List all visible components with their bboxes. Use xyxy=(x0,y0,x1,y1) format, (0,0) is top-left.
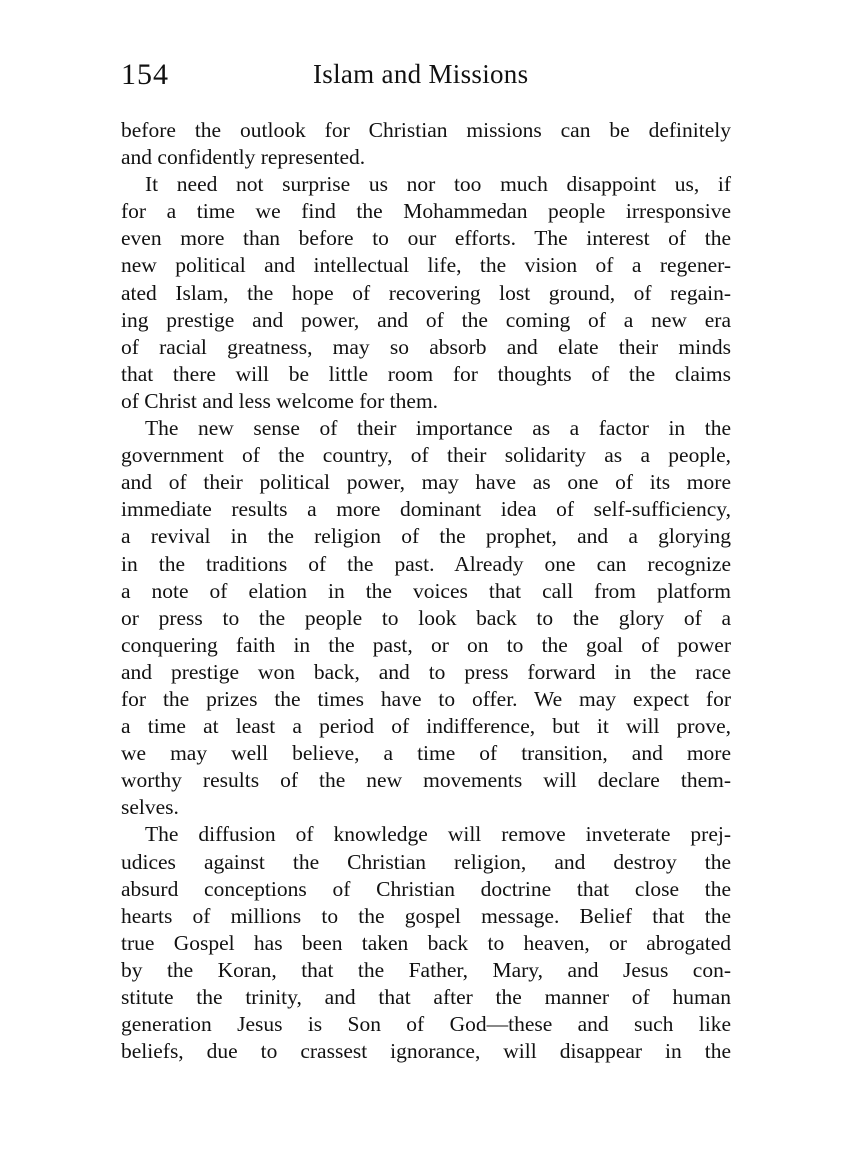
text-line: worthy results of the new movements will declare them- xyxy=(121,768,731,793)
text-line: a revival in the religion of the prophet, and a glorying xyxy=(121,524,731,549)
text-line: The diffusion of knowledge will remove inveterate prej- xyxy=(145,822,731,847)
text-line: and confidently represented. xyxy=(121,145,366,170)
text-line: generation Jesus is Son of God—these and such like xyxy=(121,1012,731,1037)
running-title: Islam and Missions xyxy=(313,59,529,89)
page-number: 154 xyxy=(121,58,169,91)
text-line: and prestige won back, and to press forward in the race xyxy=(121,659,731,684)
text-line: a time at least a period of indifference, but it will prove, xyxy=(121,714,731,739)
text-line: government of the country, of their solidarity as a people, xyxy=(121,443,731,468)
text-line: The new sense of their importance as a factor in the xyxy=(145,416,731,441)
text-line: a note of elation in the voices that call from platform xyxy=(121,578,731,603)
text-line: It need not surprise us nor too much disappoint us, if xyxy=(145,172,731,197)
text-line: selves. xyxy=(121,795,179,820)
text-line: by the Koran, that the Father, Mary, and Jesus con- xyxy=(121,957,731,982)
text-line: new political and intellectual life, the vision of a regener- xyxy=(121,253,731,278)
text-line: we may well believe, a time of transition, and more xyxy=(121,741,731,766)
page-header xyxy=(121,58,731,98)
text-line: or press to the people to look back to the glory of a xyxy=(121,605,731,630)
text-line: of Christ and less welcome for them. xyxy=(121,388,439,413)
paragraph xyxy=(121,171,731,415)
body-text xyxy=(121,117,731,1065)
text-line: for a time we find the Mohammedan people irresponsive xyxy=(121,199,731,224)
text-line: that there will be little room for thoughts of the claims xyxy=(121,361,731,386)
text-line: immediate results a more dominant idea of self-sufficiency, xyxy=(121,497,731,522)
text-line: of racial greatness, may so absorb and elate their minds xyxy=(121,334,731,359)
text-line: stitute the trinity, and that after the manner of human xyxy=(121,985,731,1009)
text-line: conquering faith in the past, or on to the goal of power xyxy=(121,632,731,657)
paragraph xyxy=(121,117,731,171)
text-line: and of their political power, may have as one of its more xyxy=(121,470,731,495)
text-line: for the prizes the times have to offer. We may expect for xyxy=(121,686,731,711)
text-line: ing prestige and power, and of the coming of a new era xyxy=(121,307,731,332)
text-line: hearts of millions to the gospel message. Belief that the xyxy=(121,903,731,928)
text-line: before the outlook for Christian missions can be definitely xyxy=(121,118,731,142)
paragraph xyxy=(121,415,731,821)
paragraph xyxy=(121,821,731,1065)
text-line: udices against the Christian religion, and destroy the xyxy=(121,849,731,874)
text-line: even more than before to our efforts. The interest of the xyxy=(121,226,731,251)
text-line: absurd conceptions of Christian doctrine that close the xyxy=(121,876,731,901)
text-line: ated Islam, the hope of recovering lost ground, of regain- xyxy=(121,280,731,305)
text-line: beliefs, due to crassest ignorance, will disappear in the xyxy=(121,1039,731,1064)
text-line: in the traditions of the past. Already one can recognize xyxy=(121,551,731,576)
text-line: true Gospel has been taken back to heaven, or abrogated xyxy=(121,930,731,955)
